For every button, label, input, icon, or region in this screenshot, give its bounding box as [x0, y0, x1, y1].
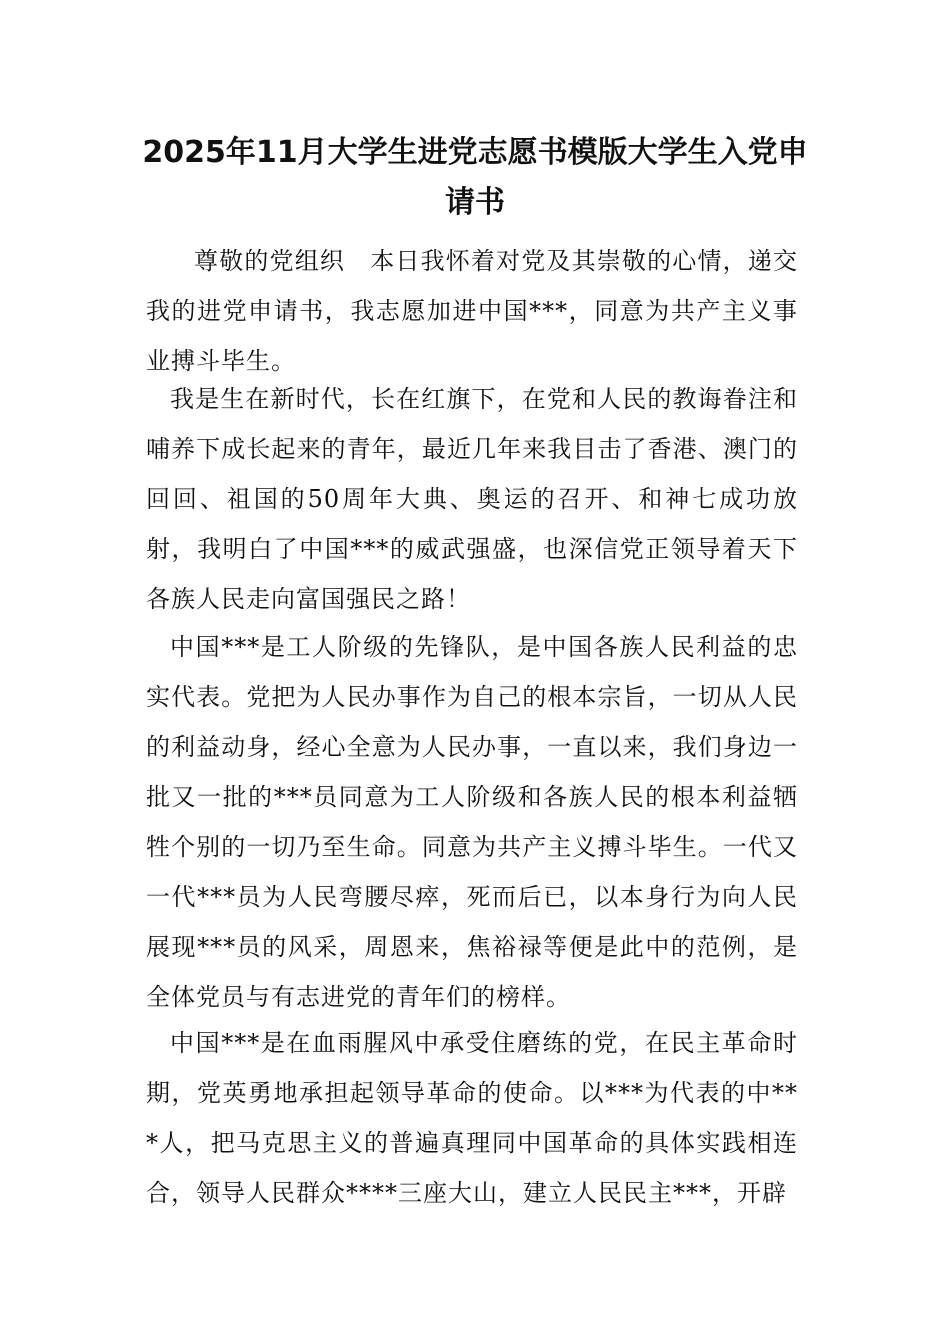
paragraph-background: 我是生在新时代，长在红旗下，在党和人民的教诲眷注和哺养下成长起来的青年，最近几年来我目击了香港、澳门的回回、祖国的50周年大典、奥运的召开、和神七成功放射，我明白了中国***的威武强盛，也深信党正领导着天下各族人民走向富国强民之路！: [146, 385, 798, 613]
document-title: 2025年11月大学生进党志愿书模版大学生入党申请书: [142, 135, 808, 220]
paragraph-party-history: 中国***是在血雨腥风中承受住磨练的党，在民主革命时期，党英勇地承担起领导革命的使命。以***为代表的中***人，把马克思主义的普遍真理同中国革命的具体实践相连合，领导人民群众****三座大山，建立人民民主***，开辟: [146, 1029, 798, 1207]
paragraph-party-nature: 中国***是工人阶级的先锋队，是中国各族人民利益的忠实代表。党把为人民办事作为自己的根本宗旨，一切从人民的利益动身，经心全意为人民办事，一直以来，我们身边一批又一批的***员同意为工人阶级和各族人民的根本利益牺牲个别的一切乃至生命。同意为共产主义搏斗毕生。一代又一代***员为人民弯腰尽瘁，死而后已，以本身行为向人民展现***员的风采，周恩来，焦裕禄等便是此中的范例，是全体党员与有志进党的青年们的榜样。: [146, 633, 798, 1011]
paragraph-greeting: 尊敬的党组织 本日我怀着对党及其崇敬的心情，递交我的进党申请书，我志愿加进中国***，同意为共产主义事业搏斗毕生。: [146, 247, 798, 375]
